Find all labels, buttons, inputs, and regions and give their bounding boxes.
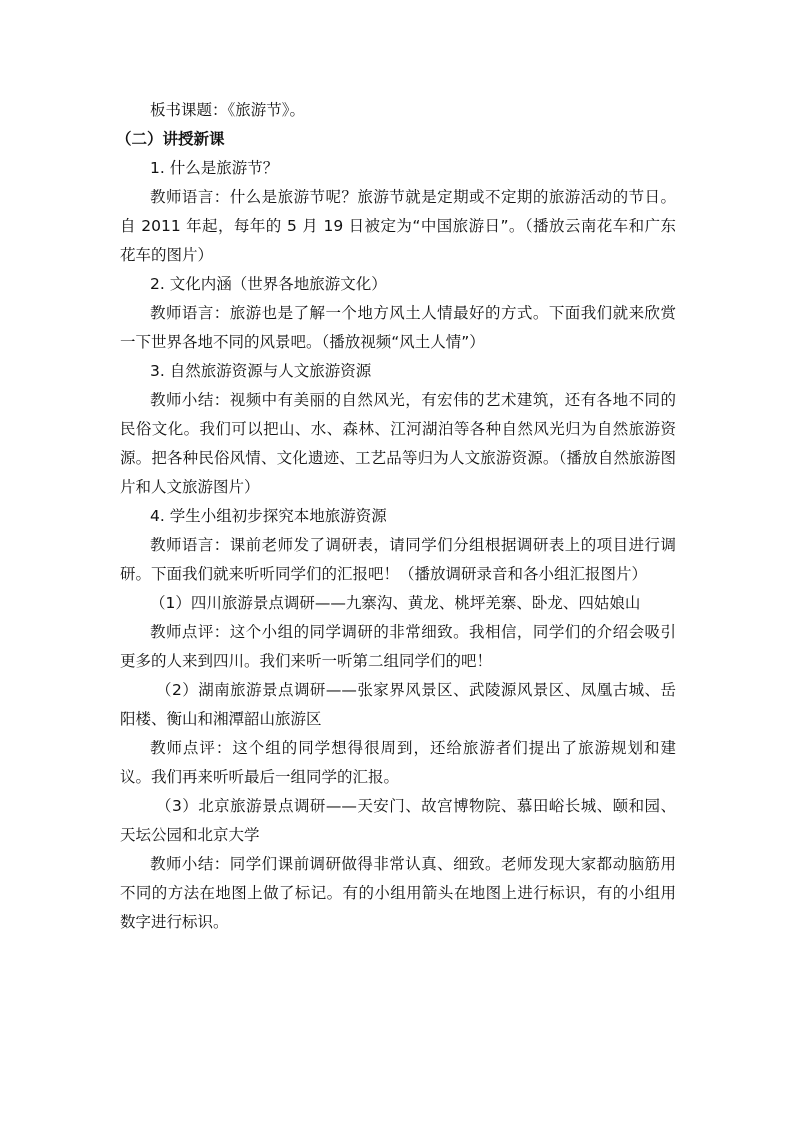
item-heading-4: 4. 学生小组初步探究本地旅游资源 [150,507,387,525]
item-heading-1: 1. 什么是旅游节？ [150,159,279,177]
item-heading-2: 2. 文化内涵（世界各地旅游文化） [150,275,387,293]
sub-item-hunan: （2）湖南旅游景点调研——张家界风景区、武陵源风景区、凤凰古城、岳阳楼、衡山和湘潭韶山旅游区 [120,681,676,728]
paragraph-teacher-comment-1: 教师点评：这个小组的同学调研的非常细致。我相信，同学们的介绍会吸引更多的人来到四川。我们来听一听第二组同学们的吧！ [120,623,676,670]
paragraph-teacher-language-2: 教师语言：旅游也是了解一个地方风土人情最好的方式。下面我们就来欣赏一下世界各地不同的风景吧。（播放视频“风土人情”） [120,304,676,351]
paragraph-teacher-summary-2: 教师小结：同学们课前调研做得非常认真、细致。老师发现大家都动脑筋用不同的方法在地图上做了标记。有的小组用箭头在地图上进行标识，有的小组用数字进行标识。 [120,855,676,931]
paragraph-teacher-summary-1: 教师小结：视频中有美丽的自然风光，有宏伟的艺术建筑，还有各地不同的民俗文化。我们可以把山、水、森林、江河湖泊等各种自然风光归为自然旅游资源。把各种民俗风情、文化遗迹、工艺品等归为人文旅游资源。（播放自然旅游图片和人文旅游图片） [120,391,676,496]
sub-item-beijing: （3）北京旅游景点调研——天安门、故宫博物院、慕田峪长城、颐和园、天坛公园和北京大学 [120,797,676,844]
paragraph-teacher-comment-2: 教师点评：这个组的同学想得很周到，还给旅游者们提出了旅游规划和建议。我们再来听听最后一组同学的汇报。 [120,739,676,786]
page-body [116,96,676,937]
board-title-line: 板书课题：《旅游节》。 [150,101,306,119]
section-heading-text: （二）讲授新课 [116,130,225,148]
section-heading-lecture [116,125,676,154]
item-heading-3: 3. 自然旅游资源与人文旅游资源 [150,362,372,380]
paragraph-teacher-language-1: 教师语言：什么是旅游节呢？旅游节就是定期或不定期的旅游活动的节日。自 2011 年起，每年的 5 月 19 日被定为“中国旅游日”。（播放云南花车和广东花车的图片） [120,188,676,264]
paragraph-teacher-language-3: 教师语言：课前老师发了调研表，请同学们分组根据调研表上的项目进行调研。下面我们就来听听同学们的汇报吧！（播放调研录音和各小组汇报图片） [120,536,676,583]
sub-item-sichuan: （1）四川旅游景点调研——九寨沟、黄龙、桃坪羌寨、卧龙、四姑娘山 [150,594,641,612]
